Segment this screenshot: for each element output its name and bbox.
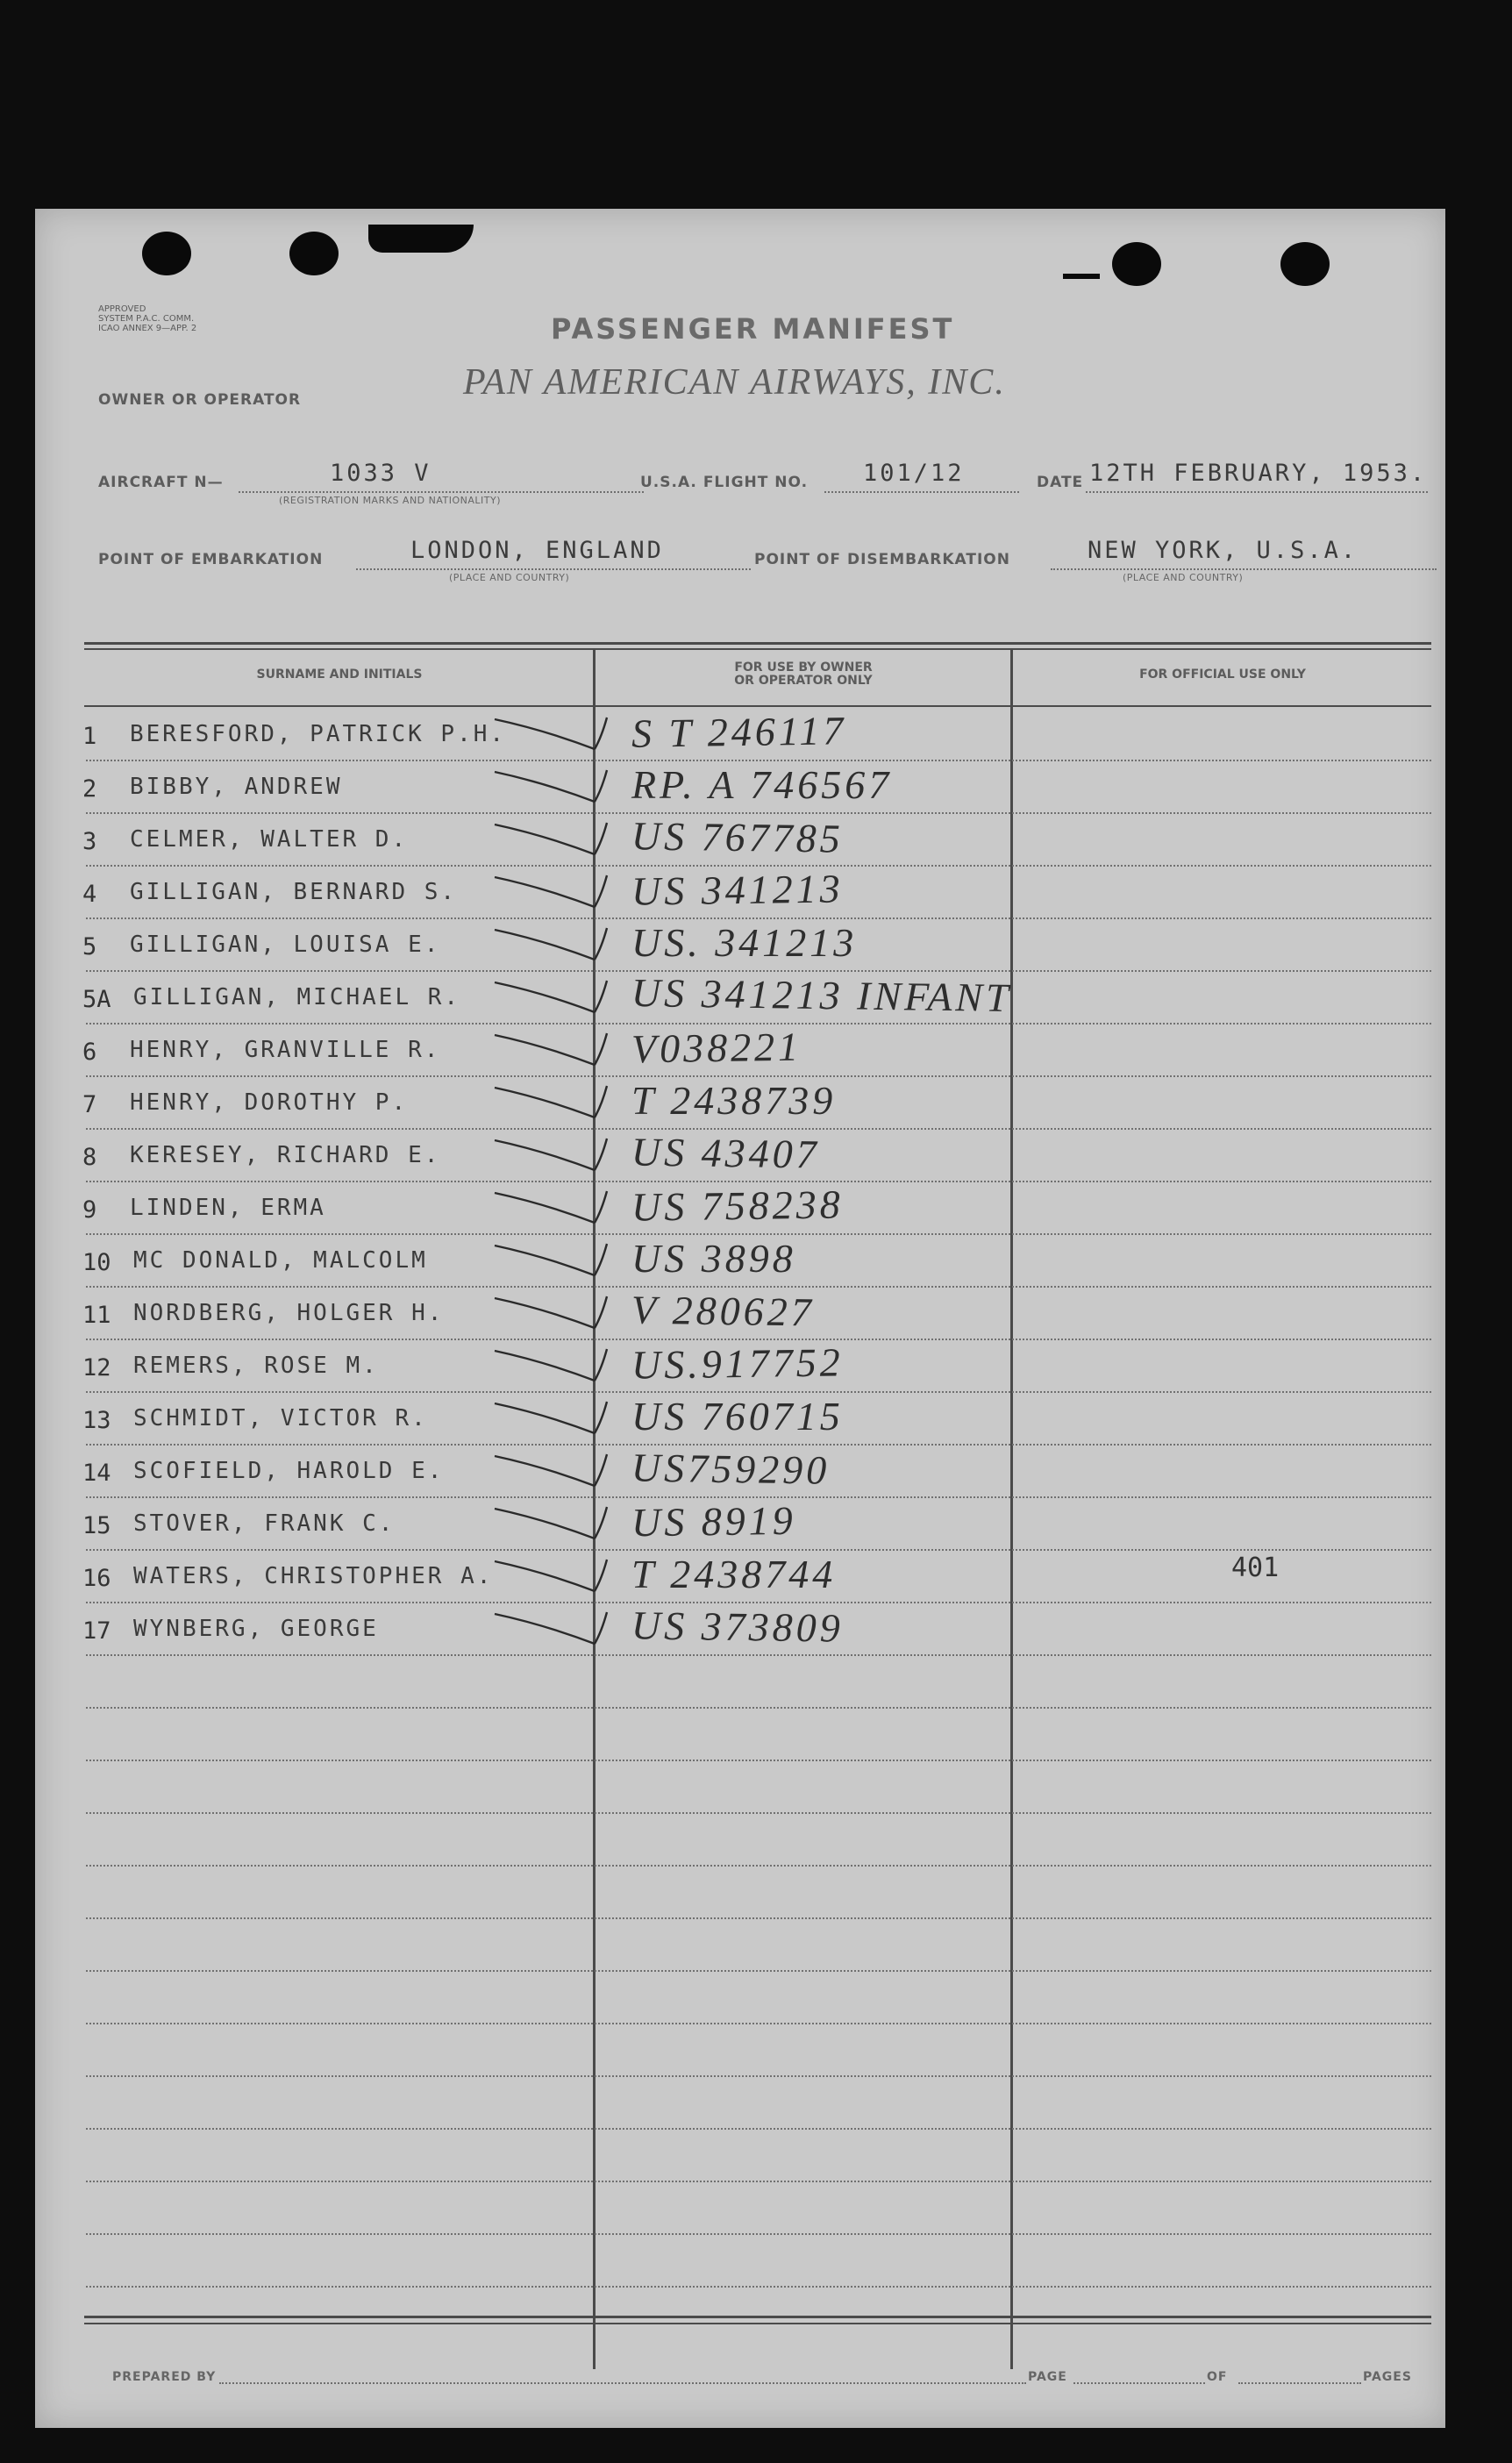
passenger-name: MC DONALD, MALCOLM — [133, 1247, 428, 1274]
embark-value: LONDON, ENGLAND — [410, 537, 664, 564]
check-mark-icon — [491, 1184, 614, 1233]
column-divider — [1010, 650, 1013, 2369]
row-number: 14 — [82, 1460, 111, 1487]
check-mark-icon — [491, 868, 614, 917]
row-number: 5A — [82, 986, 111, 1013]
row-number: 16 — [82, 1565, 111, 1592]
check-mark-icon — [491, 1605, 614, 1654]
check-mark-icon — [491, 974, 614, 1023]
column-header-official: FOR OFFICIAL USE ONLY — [1139, 668, 1306, 682]
passport-number: T 2438739 — [631, 1078, 837, 1123]
row-rule — [86, 2181, 1431, 2182]
paper-tear — [368, 225, 474, 253]
official-note: 401 — [1231, 1553, 1280, 1583]
prepared-by-line — [219, 2382, 1026, 2384]
check-mark-icon — [491, 1026, 614, 1075]
passenger-name: CELMER, WALTER D. — [130, 826, 409, 853]
row-number: 9 — [82, 1196, 97, 1224]
row-rule — [86, 2286, 1431, 2288]
aircraft-underline — [239, 491, 644, 493]
passenger-name: WATERS, CHRISTOPHER A. — [133, 1563, 494, 1589]
column-header-names: SURNAME AND INITIALS — [256, 668, 423, 682]
passport-number: US 341213 INFANT — [631, 969, 1013, 1021]
passenger-name: HENRY, DOROTHY P. — [130, 1089, 409, 1116]
row-number: 1 — [82, 723, 97, 750]
flight-label: U.S.A. FLIGHT NO. — [640, 474, 809, 491]
passenger-name: STOVER, FRANK C. — [133, 1510, 396, 1537]
page-line — [1073, 2382, 1205, 2384]
page-label: PAGE — [1028, 2370, 1067, 2384]
passenger-name: BERESFORD, PATRICK P.H. — [130, 721, 507, 747]
passport-number: RP. A 746567 — [631, 762, 893, 807]
check-mark-icon — [491, 1237, 614, 1286]
row-number: 8 — [82, 1144, 97, 1171]
check-mark-icon — [491, 1132, 614, 1181]
date-label: DATE — [1037, 474, 1084, 491]
embark-underline — [356, 568, 751, 570]
row-number: 10 — [82, 1249, 111, 1276]
manifest-sheet — [35, 209, 1445, 2428]
passport-number: US759290 — [631, 1445, 831, 1493]
row-rule — [86, 1970, 1431, 1972]
approval-line: SYSTEM P.A.C. COMM. — [98, 314, 195, 324]
embark-label: POINT OF EMBARKATION — [98, 551, 324, 568]
table-bottom-rule — [84, 2323, 1431, 2324]
owner-label: OWNER OR OPERATOR — [98, 391, 302, 409]
row-rule — [86, 1812, 1431, 1814]
passenger-name: REMERS, ROSE M. — [133, 1353, 379, 1379]
check-mark-icon — [491, 1342, 614, 1391]
registration-note: (REGISTRATION MARKS AND NATIONALITY) — [279, 495, 502, 506]
check-mark-icon — [491, 1395, 614, 1444]
embark-note: (PLACE AND COUNTRY) — [449, 572, 570, 583]
row-rule — [86, 2075, 1431, 2077]
passport-number: US 3898 — [631, 1236, 796, 1281]
passenger-name: LINDEN, ERMA — [130, 1195, 326, 1221]
row-rule — [86, 1654, 1431, 1656]
passenger-name: GILLIGAN, BERNARD S. — [130, 879, 458, 905]
row-number: 3 — [82, 828, 97, 855]
row-number: 2 — [82, 775, 97, 803]
check-mark-icon — [491, 1447, 614, 1496]
aircraft-value: 1033 V — [330, 460, 431, 487]
company-name: PAN AMERICAN AIRWAYS, INC. — [463, 362, 1006, 403]
check-mark-icon — [491, 710, 614, 760]
passport-number: US 760715 — [631, 1394, 844, 1439]
passenger-name: HENRY, GRANVILLE R. — [130, 1037, 441, 1063]
flight-value: 101/12 — [863, 460, 965, 487]
column-header-owner-line: OR OPERATOR ONLY — [734, 674, 873, 688]
of-line — [1238, 2382, 1361, 2384]
approval-line: ICAO ANNEX 9—APP. 2 — [98, 324, 197, 333]
punch-hole — [1112, 242, 1161, 286]
check-mark-icon — [491, 921, 614, 970]
passport-number: US 758238 — [631, 1182, 845, 1230]
of-label: OF — [1207, 2370, 1228, 2384]
row-number: 4 — [82, 881, 97, 908]
check-mark-icon — [491, 1289, 614, 1339]
passport-number: US 43407 — [631, 1129, 821, 1177]
row-number: 7 — [82, 1091, 97, 1118]
passport-number: US 341213 — [631, 866, 845, 914]
passenger-name: SCOFIELD, HAROLD E. — [133, 1458, 445, 1484]
aircraft-label: AIRCRAFT N— — [98, 474, 224, 491]
row-number: 11 — [82, 1302, 111, 1329]
check-mark-icon — [491, 1079, 614, 1128]
passport-number: V038221 — [631, 1024, 802, 1072]
disembark-value: NEW YORK, U.S.A. — [1088, 537, 1359, 564]
disembark-label: POINT OF DISEMBARKATION — [754, 551, 1010, 568]
punch-hole — [142, 232, 191, 275]
paper-tear — [1063, 274, 1100, 279]
row-number: 15 — [82, 1512, 111, 1539]
passenger-name: KERESEY, RICHARD E. — [130, 1142, 441, 1168]
table-bottom-rule — [84, 2316, 1431, 2318]
table-top-rule — [84, 642, 1431, 645]
row-rule — [86, 2023, 1431, 2024]
passport-number: US 8919 — [631, 1497, 797, 1546]
check-mark-icon — [491, 1553, 614, 1602]
punch-hole — [289, 232, 339, 275]
row-rule — [86, 1917, 1431, 1919]
check-mark-icon — [491, 1500, 614, 1549]
row-rule — [86, 1865, 1431, 1867]
manifest-title: PASSENGER MANIFEST — [551, 312, 955, 346]
row-number: 12 — [82, 1354, 111, 1381]
row-rule — [86, 1760, 1431, 1761]
passenger-name: GILLIGAN, MICHAEL R. — [133, 984, 461, 1010]
passenger-name: WYNBERG, GEORGE — [133, 1616, 379, 1642]
passport-number: S T 246117 — [631, 708, 847, 756]
passport-number: US 373809 — [631, 1603, 845, 1651]
punch-hole — [1280, 242, 1330, 286]
check-mark-icon — [491, 816, 614, 865]
flight-underline — [824, 491, 1019, 493]
column-header-owner — [596, 661, 1010, 688]
row-number: 17 — [82, 1617, 111, 1645]
table-header-rule — [84, 705, 1431, 707]
passport-number: V 280627 — [631, 1287, 816, 1335]
row-number: 13 — [82, 1407, 111, 1434]
pages-label: PAGES — [1363, 2370, 1412, 2384]
passport-number: T 2438744 — [631, 1552, 837, 1596]
row-number: 5 — [82, 933, 97, 960]
passport-number: US. 341213 — [631, 920, 858, 965]
table-top-rule — [84, 648, 1431, 650]
prepared-by-label: PREPARED BY — [112, 2370, 217, 2384]
column-header-owner-line: FOR USE BY OWNER — [734, 660, 873, 675]
disembark-underline — [1051, 568, 1437, 570]
passport-number: US.917752 — [631, 1339, 845, 1388]
check-mark-icon — [491, 763, 614, 812]
row-number: 6 — [82, 1039, 97, 1066]
passenger-name: NORDBERG, HOLGER H. — [133, 1300, 445, 1326]
passenger-name: GILLIGAN, LOUISA E. — [130, 932, 441, 958]
row-rule — [86, 1707, 1431, 1709]
row-rule — [86, 2233, 1431, 2235]
row-rule — [86, 2128, 1431, 2130]
passport-number: US 767785 — [631, 813, 845, 861]
date-underline — [1086, 491, 1428, 493]
passenger-name: BIBBY, ANDREW — [130, 774, 343, 800]
approval-line: APPROVED — [98, 304, 146, 314]
disembark-note: (PLACE AND COUNTRY) — [1123, 572, 1244, 583]
date-value: 12TH FEBRUARY, 1953. — [1089, 460, 1428, 487]
passenger-name: SCHMIDT, VICTOR R. — [133, 1405, 428, 1431]
